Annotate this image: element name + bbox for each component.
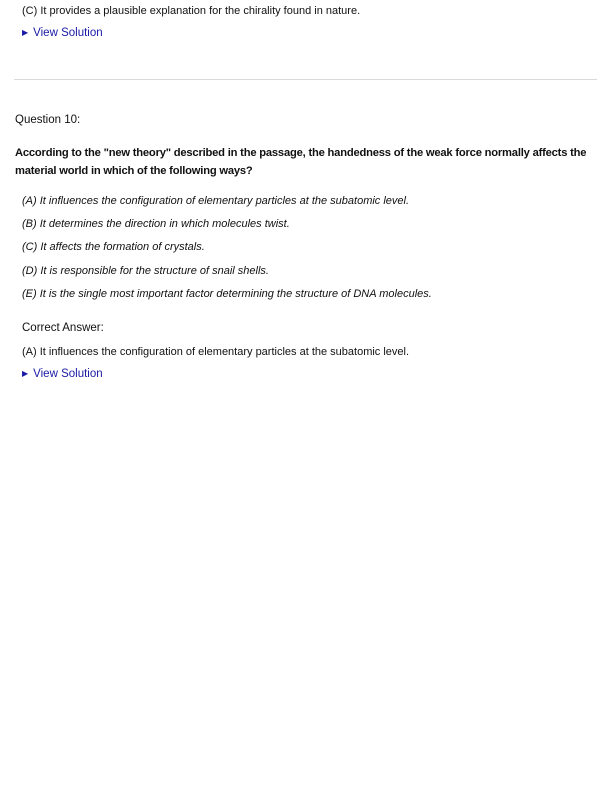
view-solution-link-previous[interactable] [22, 26, 103, 40]
option-b: (B) It determines the direction in which molecules twist. [22, 218, 290, 231]
previous-answer-text: (C) It provides a plausible explanation for the chirality found in nature. [22, 5, 361, 17]
question-label: Question 10: [15, 114, 81, 126]
question-text: According to the "new theory" described in the passage, the handedness of the weak force normally affects the material world in which of the following ways? [15, 147, 587, 177]
triangle-right-icon: ▶ [22, 28, 29, 37]
option-d: (D) It is responsible for the structure of snail shells. [22, 264, 269, 277]
option-c: (C) It affects the formation of crystals. [22, 241, 205, 254]
view-solution-link[interactable] [22, 367, 103, 381]
view-solution-label: View Solution [33, 27, 103, 39]
view-solution-label: View Solution [33, 368, 103, 380]
option-a: (A) It influences the configuration of elementary particles at the subatomic level. [22, 195, 410, 207]
correct-answer-label: Correct Answer: [22, 322, 104, 334]
triangle-right-icon: ▶ [22, 369, 29, 378]
answer-options-list [22, 194, 432, 310]
section-divider [14, 79, 597, 80]
option-e: (E) It is the single most important factor determining the structure of DNA molecules. [22, 287, 432, 300]
correct-answer-text: (A) It influences the configuration of elementary particles at the subatomic level. [22, 346, 410, 358]
